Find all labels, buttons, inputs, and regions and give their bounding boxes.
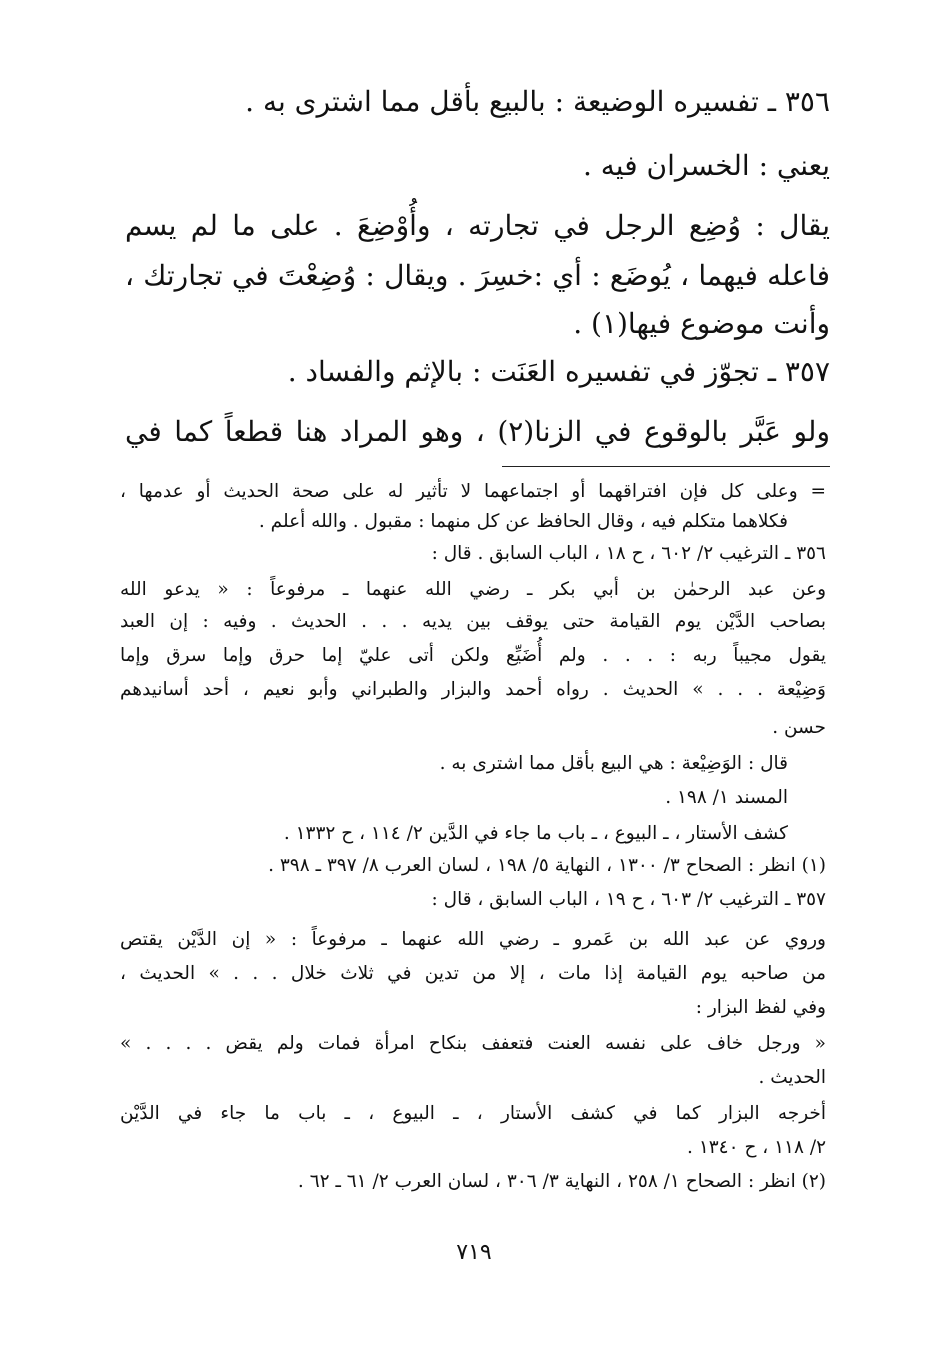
footnote-line-20: ٢/ ١١٨ ، ح ١٣٤٠ . <box>687 1137 826 1158</box>
main-line-1: ٣٥٦ ـ تفسيره الوضيعة : بالبيع بأقل مما اشترى به . <box>245 85 830 118</box>
footnote-line-15: من صاحبه يوم القيامة إذا مات ، إلا من تدين في ثلاث خلال . . . » الحديث ، <box>120 963 826 984</box>
main-line-5: وأنت موضوع فيها(١) . <box>573 307 830 340</box>
footnote-line-2: فكلاهما متكلم فيه ، وقال الحافظ عن كل منهما : مقبول . والله أعلم . <box>258 511 788 532</box>
footnote-line-1: = وعلى كل فإن افتراقهما أو اجتماعهما لا تأثير له على صحة الحديث أو عدمها ، <box>120 481 826 502</box>
footnote-line-7: وَضِيْعة . . . » الحديث . رواه أحمد والبزار والطبراني وأبو نعيم ، أحد أسانيدهم <box>120 679 826 700</box>
footnote-line-6: يقول مجيباً ربه : . . . ولم أُضَيِّع ولكن أتى عليّ إما حرق وإما سرق وإما <box>120 645 826 666</box>
footnote-line-3: ٣٥٦ ـ الترغيب ٢/ ٦٠٢ ، ح ١٨ ، الباب السابق . قال : <box>431 543 826 564</box>
main-line-4: فاعله فيهما ، يُوضَع : أي :خسِرَ . ويقال : وُضِعْتَ في تجارتك ، <box>125 259 830 292</box>
footnote-line-13: ٣٥٧ ـ الترغيب ٢/ ٦٠٣ ، ح ١٩ ، الباب السابق ، قال : <box>431 889 826 910</box>
main-line-2: يعني : الخسران فيه . <box>582 149 830 182</box>
footnote-line-17: « ورجل خاف على نفسه العنت فتعفف بنكاح امرأة فمات ولم يقض . . . . » <box>120 1033 826 1054</box>
footnote-line-10: المسند ١/ ١٩٨ . <box>665 787 788 808</box>
footnote-separator <box>502 466 830 467</box>
footnote-line-5: بصاحب الدَّيْن يوم القيامة حتى يوقف بين يديه . . . الحديث . وفيه : إن العبد <box>120 611 826 632</box>
main-line-3: يقال : وُضِع الرجل في تجارته ، وأُوْضِعَ . على ما لم يسم <box>125 209 830 242</box>
footnote-line-8: حسن . <box>772 717 826 738</box>
footnote-line-4: وعن عبد الرحمٰن بن أبي بكر ـ رضي الله عنهما ـ مرفوعاً : « يدعو الله <box>120 579 826 600</box>
main-line-6: ٣٥٧ ـ تجوّز في تفسيره العَنَت : بالإثم والفساد . <box>287 355 830 388</box>
page-number: ٧١٩ <box>456 1240 492 1265</box>
footnote-line-21: (٢) انظر : الصحاح ١/ ٢٥٨ ، النهاية ٣/ ٣٠٦ ، لسان العرب ٢/ ٦١ ـ ٦٢ . <box>297 1171 826 1192</box>
footnote-line-19: أخرجه البزار كما في كشف الأستار ، ـ البيوع ، ـ باب ما جاء في الدَّيْن <box>120 1103 826 1124</box>
main-line-7: ولو عَبَّر بالوقوع في الزنا(٢) ، وهو المراد هنا قطعاً كما في <box>125 415 830 448</box>
footnote-line-12: (١) انظر : الصحاح ٣/ ١٣٠٠ ، النهاية ٥/ ١٩٨ ، لسان العرب ٨/ ٣٩٧ ـ ٣٩٨ . <box>268 855 826 876</box>
footnote-line-9: قال : الوَضِيْعة : هي البيع بأقل مما اشترى به . <box>439 753 788 774</box>
footnote-line-16: وفي لفظ البزار : <box>695 997 826 1018</box>
footnote-line-11: كشف الأستار ، ـ البيوع ، ـ باب ما جاء في الدَّين ٢/ ١١٤ ، ح ١٣٣٢ . <box>283 823 788 844</box>
footnote-line-18: الحديث . <box>758 1067 826 1088</box>
footnote-line-14: وروي عن عبد الله بن عَمرو ـ رضي الله عنهما ـ مرفوعاً : « إن الدَّيْن يقتص <box>120 929 826 950</box>
